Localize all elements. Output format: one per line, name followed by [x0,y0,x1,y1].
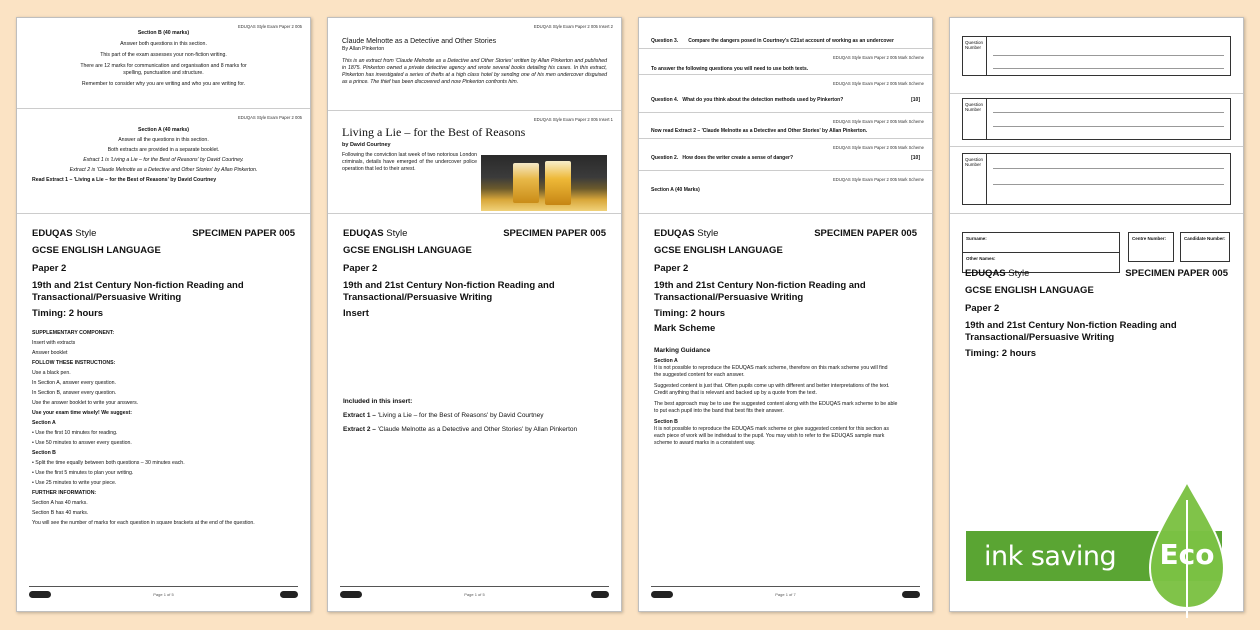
instruction-item: Use the answer booklet to write your answers. [32,400,139,406]
sheet-header: EDUQAS Style Exam Paper 2 005 Insert 1 [533,117,613,122]
instruction-item: Use your exam time wisely! We suggest: [32,410,132,416]
subject-title: GCSE ENGLISH LANGUAGE [654,245,783,256]
instruction-item: In Section A, answer every question. [32,380,116,386]
ms-a-line: Credit anything that is relevant and backed up by a quote from the text. [654,390,817,396]
publisher-logo [591,591,609,598]
page-number: Page 1 of 7 [775,592,796,597]
ms-section-a: Section A [654,358,678,364]
section-a-line: Answer all the questions in this section. [118,137,209,143]
instruction-item: Use a black pen. [32,370,71,376]
specimen-label: SPECIMEN PAPER 005 [814,228,917,239]
eduqas-label: EDUQAS [654,228,695,239]
style-label: Style [75,228,97,239]
section-b-block [17,30,310,88]
section-a-line: Extract 1 is 'Living a Lie – for the Best of Reasons' by David Courtney. [83,157,244,163]
ms-strip [639,138,932,172]
ms-b-line: each piece of work will be individual to the pupil. You may wish to refer to the EDUQAS sample mark [654,433,885,439]
question-marks: [10] [911,155,920,161]
instruction-item: • Use 50 minutes to answer every question. [32,440,132,446]
timing: Timing: 2 hours [654,308,726,319]
section-b-line: There are 12 marks for communication and organisation and 8 marks for [80,63,247,69]
paper-title-line2: Transactional/Persuasive Writing [654,292,804,303]
extract-title: Claude Melnotte as a Detective and Other Stories [342,38,497,45]
instruction-item: Section B has 40 marks. [32,510,89,516]
instruction-list [32,330,295,527]
question-number: Question 4. [651,97,679,103]
marking-guidance: Marking Guidance [654,347,711,354]
instruction-item: • Use 25 minutes to write your piece. [32,480,117,486]
section-a-heading: Section A (40 Marks) [651,187,700,193]
section-b-line: This part of the exam assesses your non-fiction writing. [100,52,227,58]
ink-saving-text: ink saving [984,540,1117,572]
instruction-item: Section A has 40 marks. [32,500,88,506]
publisher-logo [902,591,920,598]
ms-a-line: to put each pupil into the band that best fits their answer. [654,408,784,414]
instruction-item: Answer booklet [32,350,68,356]
instruction-item: In Section B, answer every question. [32,390,117,396]
ms-a-line: It is not possible to reproduce the EDUQAS mark scheme, therefore on this mark scheme you will find [654,365,888,371]
ms-b-line: scheme to award marks in a consistent way. [654,440,756,446]
eduqas-label: EDUQAS [965,268,1006,279]
specimen-label: SPECIMEN PAPER 005 [503,228,606,239]
section-b-line: Answer both questions in this section. [120,41,207,47]
timing: Timing: 2 hours [32,308,104,319]
candidate-number-field: Candidate Number: [1180,232,1230,262]
question-number: Question 3. [651,38,679,44]
paper-title-line1: 19th and 21st Century Non-fiction Reading and [32,280,244,291]
paper-number: Paper 2 [654,263,689,274]
section-a-title: Section A (40 marks) [138,127,189,133]
ms-section-b: Section B [654,419,678,425]
question-text: Compare the dangers posed in Courtney's C21st account of working as an undercover [688,38,894,44]
section-b-line: spelling, punctuation and structure. [123,70,204,76]
ms-a-line: the suggested content for each answer. [654,372,745,378]
cover-page [328,213,621,611]
instruction-item: Insert with extracts [32,340,76,346]
sheet-header: EDUQAS Style Exam Paper 2 005 [237,24,302,29]
paper-title-line1: 19th and 21st Century Non-fiction Reading and [654,280,866,291]
instruction-item: FOLLOW THESE INSTRUCTIONS: [32,360,116,366]
timing: Timing: 2 hours [965,348,1037,359]
extract2-text: 'Claude Melnotte as a Detective and Other Stories' by Allan Pinkerton [377,426,578,433]
paper-number: Paper 2 [343,263,378,274]
subject-title: GCSE ENGLISH LANGUAGE [965,285,1094,296]
exam-paper-sheet [16,17,311,612]
insert-sheet [327,17,622,612]
extract1-label: Extract 1 – [343,412,376,419]
paper-title-line1: 19th and 21st Century Non-fiction Reading and [965,320,1177,331]
question-box [962,36,1231,76]
ms-a-line: The best approach may be to use the suggested content along with the EDUQAS mark scheme to be able [654,401,898,407]
mark-scheme-label: Mark Scheme [654,323,716,334]
sheet-header: EDUQAS Style Exam Paper 2 005 Mark Scheme [833,145,924,150]
living-a-lie-page [328,110,621,214]
question-number-label: Question Number [963,99,987,139]
ms-strip [639,112,932,140]
instruction-item: • Use the first 10 minutes for reading. [32,430,118,436]
sheet-header: EDUQAS Style Exam Paper 2 005 Mark Scheme [833,81,924,86]
cover-page [17,213,310,611]
included-list [343,398,606,433]
sheet-header: EDUQAS Style Exam Paper 2 005 Insert 2 [533,24,613,29]
answer-page [950,146,1243,214]
article-title: Living a Lie – for the Best of Reasons [342,125,526,139]
section-a-page [17,108,310,214]
page-footer [651,586,920,601]
paper-number: Paper 2 [965,303,1000,314]
question-box [962,153,1231,205]
question-box [962,98,1231,140]
section-a-line: Extract 2 is 'Claude Melnotte as a Detective and Other Stories' by Allan Pinkerton. [69,167,258,173]
article-author: by David Courtney [342,142,391,148]
read-extract-text: Now read Extract 2 – 'Claude Melnotte as a Detective and Other Stories' by Allan Pinkerton. [651,128,868,134]
extract-intro: This is an extract from 'Claude Melnotte as a Detective and Other Stories' written by Allan Pinkerton and published in 1875. Pinkerton owned a private detective agency and wrote several books detailing his cases. In this extract, Pinkerton has investigated a series of thefts at a high class hotel by sending one of his men undercover disguised as a prince. The thief has been discovered and now Pinkerton confronts him. [342,58,607,85]
instruction-item: Section B [32,450,56,456]
instruction-item: SUPPLEMENTARY COMPONENT: [32,330,115,336]
question-text: What do you think about the detection methods used by Pinkerton? [682,97,844,103]
eduqas-label: EDUQAS [343,228,384,239]
extract2-label: Extract 2 – [343,426,376,433]
page-footer [29,586,298,601]
insert-label: Insert [343,308,369,319]
instruction-item: Section A [32,420,56,426]
paper-title-line2: Transactional/Persuasive Writing [343,292,493,303]
page-number: Page 1 of 5 [464,592,485,597]
section-a-line: Read Extract 1 – 'Living a Lie – for the Best of Reasons' by David Courtney [32,177,217,183]
section-a-line: Both extracts are provided in a separate booklet. [107,147,220,153]
included-heading: Included in this insert: [343,398,413,405]
paper-title-line2: Transactional/Persuasive Writing [965,332,1115,343]
article-photo [481,155,607,211]
ms-strip [639,74,932,114]
extract1-text: 'Living a Lie – for the Best of Reasons' by David Courtney [377,412,544,419]
article-text: Following the conviction last week of two notorious London criminals, details have emerged of the undercover police operation that led to their arrest. [342,152,477,172]
paper-number: Paper 2 [32,263,67,274]
question-marks: [10] [911,97,920,103]
sheet-header: EDUQAS Style Exam Paper 2 005 Mark Scheme [833,119,924,124]
cover-page [639,213,932,611]
surname-field: Surname: [963,233,1119,253]
instruction-item: • Use the first 5 minutes to plan your writing. [32,470,134,476]
instruction-item: FURTHER INFORMATION: [32,490,97,496]
page-number: Page 1 of 5 [153,592,174,597]
specimen-label: SPECIMEN PAPER 005 [1125,268,1228,279]
paper-title-line1: 19th and 21st Century Non-fiction Reading and [343,280,555,291]
ms-strip [639,48,932,76]
subject-title: GCSE ENGLISH LANGUAGE [32,245,161,256]
subject-title: GCSE ENGLISH LANGUAGE [343,245,472,256]
ms-a-line: Suggested content is just that. Often pupils come up with different and better interpretations of the text. [654,383,890,389]
section-b-line: Remember to consider why you are writing and who you are writing for. [81,81,246,87]
question-text: How does the writer create a sense of danger? [682,155,793,161]
use-both-text: To answer the following questions you will need to use both texts. [651,66,809,72]
sheet-header: EDUQAS Style Exam Paper 2 005 Mark Scheme [833,55,924,60]
other-names-field: Other Names: [966,256,996,261]
publisher-logo [280,591,298,598]
style-label: Style [697,228,719,239]
sheet-header: EDUQAS Style Exam Paper 2 005 [237,115,302,120]
question-number-label: Question Number [963,37,987,75]
style-label: Style [1008,268,1030,279]
specimen-label: SPECIMEN PAPER 005 [192,228,295,239]
extract-author: By Allan Pinkerton [342,46,385,52]
instruction-item: • Split the time equally between both questions – 30 minutes each. [32,460,185,466]
question-number: Question 2. [651,155,679,161]
sheet-header: EDUQAS Style Exam Paper 2 005 Mark Scheme [833,177,924,182]
instruction-item: You will see the number of marks for each question in square brackets at the end of the question. [32,520,255,526]
eduqas-label: EDUQAS [32,228,73,239]
style-label: Style [386,228,408,239]
ms-b-line: It is not possible to reproduce the EDUQAS mark scheme or give suggested content for this section as [654,426,889,432]
centre-number-field: Centre Number: [1128,232,1174,262]
section-b-title: Section B (40 marks) [137,30,190,36]
eco-badge: Eco [1159,538,1215,571]
mark-scheme-sheet [638,17,933,612]
page-footer [340,586,609,601]
question-number-label: Question Number [963,154,987,204]
ms-strip [639,170,932,214]
paper-title-line2: Transactional/Persuasive Writing [32,292,182,303]
